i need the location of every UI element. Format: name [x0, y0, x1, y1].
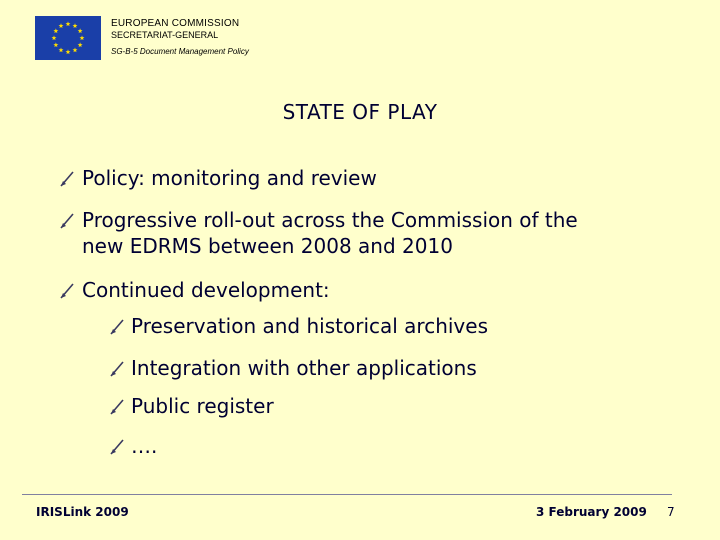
- pen-bullet-icon: [108, 438, 126, 456]
- org-department: SECRETARIAT-GENERAL: [111, 30, 219, 40]
- slide-title: STATE OF PLAY: [282, 100, 438, 124]
- page-number: 7: [667, 505, 675, 519]
- sub-bullet-text: Preservation and historical archives: [131, 314, 488, 338]
- sub-bullet-text: Integration with other applications: [131, 356, 477, 380]
- footer-divider: [22, 494, 672, 495]
- eu-flag-logo: [35, 16, 101, 60]
- bullet-text: Continued development:: [82, 278, 330, 302]
- sub-bullet-text: ….: [131, 434, 158, 458]
- footer-date: 3 February 2009: [536, 505, 647, 519]
- pen-bullet-icon: [58, 170, 76, 188]
- org-unit: SG-B-5 Document Management Policy: [111, 47, 249, 56]
- pen-bullet-icon: [58, 212, 76, 230]
- sub-bullet-text: Public register: [131, 394, 274, 418]
- bullet-text: Policy: monitoring and review: [82, 166, 377, 190]
- pen-bullet-icon: [108, 360, 126, 378]
- footer-event: IRISLink 2009: [36, 505, 129, 519]
- bullet-text-line1: Progressive roll-out across the Commission of the: [82, 208, 578, 232]
- pen-bullet-icon: [58, 282, 76, 300]
- pen-bullet-icon: [108, 398, 126, 416]
- pen-bullet-icon: [108, 318, 126, 336]
- org-name: EUROPEAN COMMISSION: [111, 18, 240, 29]
- bullet-text-line2: new EDRMS between 2008 and 2010: [82, 234, 453, 258]
